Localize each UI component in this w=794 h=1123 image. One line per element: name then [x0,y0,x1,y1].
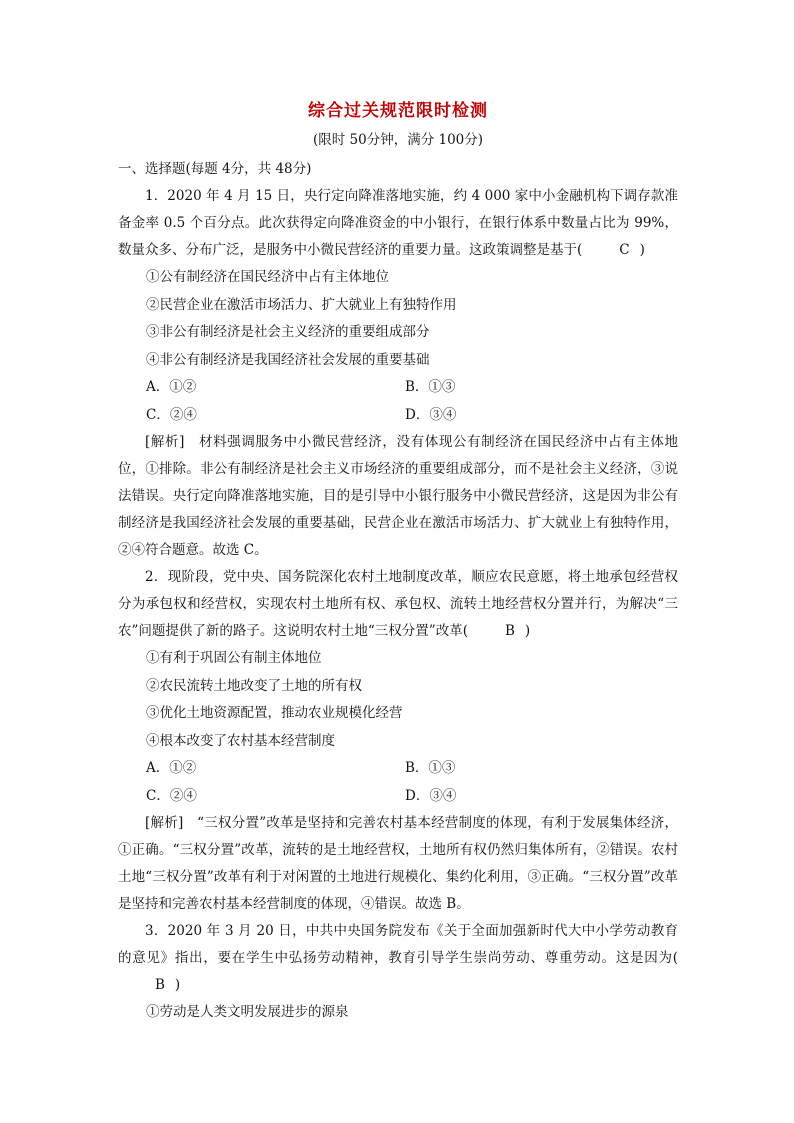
question-3-option-1: ①劳动是人类文明发展进步的源泉 [146,1004,349,1020]
question-1-analysis: [解析] 材料强调服务中小微民营经济，没有体现公有制经济在国民经济中占有主体地位，①排除。非公有制经济是社会主义市场经济的重要组成部分，而不是社会主义经济，③说法错误。央行定向降准落地实施，目的是引导中小银行服务中小微民营经济，这是因为非公有制经济是我国经济社会发展的重要基础，民营企业在激活市场活力、扩大就业上有独特作用，②④符合题意。故选 C。 [118,434,678,558]
question-2-choice-c: C．②④ [146,787,197,804]
question-1-choice-d: D．③④ [405,406,457,423]
question-1-option-2: ②民营企业在激活市场活力、扩大就业上有独特作用 [146,296,457,313]
question-1-option-4: ④非公有制经济是我国经济社会发展的重要基础 [146,351,430,368]
question-1-stem [118,183,678,264]
section-heading: 一、选择题(每题 4分，共 48分) [118,161,312,177]
document-page [118,100,678,1027]
question-2-text: 2．现阶段，党中央、国务院深化农村土地制度改革，顺应农民意愿，将土地承包经营权分为承包权和经营权，实现农村土地所有权、承包权、流转土地经营权分置并行，为解决“三农”问题提供了新的路子。这说明农村土地“三权分置”改革( [118,569,678,639]
question-2-choices-row-2 [118,783,678,811]
question-2-stem [118,564,678,645]
question-1-answer: C [619,242,630,258]
question-1-choice-c: C．②④ [146,406,197,423]
question-1-text: 1．2020 年 4 月 15 日，央行定向降准落地实施，约 4 000 家中小金融机构下调存款准备金率 0.5 个百分点。此次获得定向降准资金的中小银行，在银行体系中数量占比为 99%，数量众多、分布广泛，是服务中小微民营经济的重要力量。这政策调整是基于( [118,188,678,258]
question-2-option-1: ①有利于巩固公有制主体地位 [146,650,322,666]
question-2-choice-a: A．①② [146,760,197,776]
question-2-option-3: ③优化土地资源配置，推动农业规模化经营 [146,705,403,721]
question-3-answer: B [155,977,165,993]
question-2-close: ) [524,623,531,639]
question-2-choices-row-1 [118,755,678,783]
question-1-choice-a: A．①② [146,379,197,395]
question-2-choice-d: D．③④ [405,787,457,804]
question-3-text: 3．2020 年 3 月 20 日，中共中央国务院发布《关于全面加强新时代大中小学劳动教育的意见》指出，要在学生中弘扬劳动精神，教育引导学生崇尚劳动、尊重劳动。这是因为( [118,923,678,966]
question-2-option-4: ④根本改变了农村基本经营制度 [146,732,335,749]
question-3-close: ) [174,977,181,993]
page-title: 综合过关规范限时检测 [308,101,488,121]
page-subtitle: (限时 50分钟，满分 100分) [312,132,484,148]
question-2-answer: B [504,623,515,639]
question-1-close: ) [639,242,645,258]
question-2-option-2: ②农民流转土地改变了土地的所有权 [146,677,362,694]
question-3-stem [118,918,678,999]
question-2-analysis: [解析] “三权分置”改革是坚持和完善农村基本经营制度的体现，有利于发展集体经济，①正确。“三权分置”改革，流转的是土地经营权，土地所有权仍然归集体所有，②错误。农村土地“三权分置”改革有利于对闲置的土地进行规模化、集约化利用，③正确。“三权分置”改革是坚持和完善农村基本经营制度的体现，④错误。故选 B。 [118,815,678,912]
question-1-choice-b: B．①③ [405,379,456,395]
question-1-choices-row-1 [118,374,678,402]
question-1-option-3: ③非公有制经济是社会主义经济的重要组成部分 [146,324,430,340]
question-2-choice-b: B．①③ [405,760,456,776]
question-1-choices-row-2 [118,402,678,430]
question-1-option-1: ①公有制经济在国民经济中占有主体地位 [146,269,389,285]
